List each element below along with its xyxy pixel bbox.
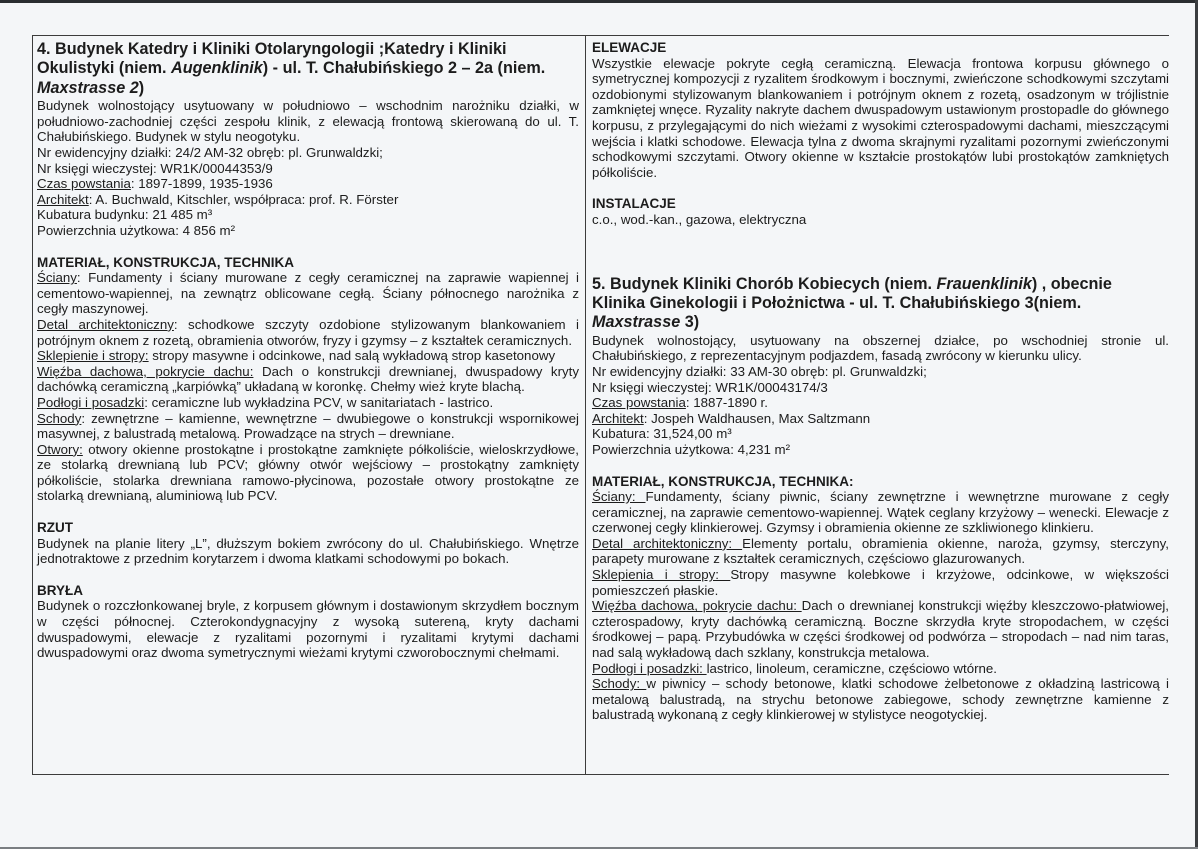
bryla-text: Budynek o rozczłonkowanej bryle, z korpusem głównym i dostawionym skrzydłem bocznym w części północnej. Czterokondygnacyjny z wysoką sutereną, kryty dachami dwuspadowymi, elewacje z ryzalitami pozornymi i ryzalitami krytymi dachami dwuspadowymi oraz dwoma symetrycznymi wieżami krytymi czworobocznymi chełmami. xyxy=(37,598,579,661)
material-item: Więźba dachowa, pokrycie dachu: Dach o konstrukcji drewnianej, dwuspadowy kryty dachówką ceramiczną „karpiówką” układaną w koronkę. Chełmy wież kryte blachą. xyxy=(37,363,580,395)
building-5-description: Budynek wolnostojący, usytuowany na obszernej działce, po wschodniej stronie ul. Chałubińskiego, z reprezentacyjnym podjazdem, fasadą zwrócony w kierunku ulicy. xyxy=(592,332,1169,364)
building-4-description: Budynek wolnostojący usytuowany w południowo – wschodnim narożniku działki, w południowo-zachodniej części zespołu klinik, z elewacją frontową skierowaną do ul. T. Chałubińskiego. Budynek w stylu neogotyku. xyxy=(37,98,579,145)
left-column xyxy=(33,36,586,774)
building-4-volume: Kubatura budynku: 21 485 m³ xyxy=(37,207,213,223)
material-item: Ściany: Fundamenty i ściany murowane z cegły ceramicznej na zaprawie wapiennej i cementowo-wapiennej, na zewnątrz oblicowane cegłą. Ściany północnego narożnika z cegły maszynowej. xyxy=(37,270,579,317)
instalacje-heading: INSTALACJE xyxy=(592,196,676,212)
building-4-title: 4. Budynek Katedry i Kliniki Otolaryngologii ;Katedry i Kliniki Okulistyki (niem. Augenklinik) - ul. T. Chałubińskiego 2 – 2a (niem. Maxstrasse 2) xyxy=(37,40,546,97)
material-item: Ściany: Fundamenty, ściany piwnic, ściany zewnętrzne i wewnętrzne murowane z cegły ceramicznej, na zaprawie cementowo-wapiennej. Wątek ceglany krzyżowy – wenecki. Elewacje z czerwonej cegły klinkierowej. Gzymsy i obramienia okienne ze szkliwionego klinkieru. xyxy=(592,489,1169,536)
building-4-land-register: Nr księgi wieczystej: WR1K/00044353/9 xyxy=(37,160,273,176)
material-item: Sklepienie i stropy: stropy masywne i odcinkowe, nad salą wykładową strop kasetonowy xyxy=(37,348,556,364)
bryla-heading: BRYŁA xyxy=(37,582,83,598)
material-item: Więźba dachowa, pokrycie dachu: Dach o drewnianej konstrukcji więźby kleszczowo-płatwiowej, czterospadowy, kryty dachówką ceramiczną. Boczne skrzydła kryte stropodachem, w części środkowej – papą. Przybudówka w części środkowej od podwórza – stropodach – nad nim taras, nad salą wykładową dach szklany, konstrukcja metalowa. xyxy=(592,598,1169,661)
material-list-left xyxy=(37,270,579,504)
rzut-text: Budynek na planie litery „L”, dłuższym bokiem zwrócony do ul. Chałubińskiego. Wnętrze jednotraktowe z przednim korytarzem i dwoma klatkami schodowymi po bokach. xyxy=(37,535,579,567)
document-table xyxy=(32,35,1169,775)
material-item: Podłogi i posadzki: lastrico, linoleum, ceramiczne, częściowo wtórne. xyxy=(592,660,997,676)
right-column xyxy=(586,36,1169,774)
instalacje-text: c.o., wod.-kan., gazowa, elektryczna xyxy=(592,211,807,227)
material-item: Podłogi i posadzki: ceramiczne lub wykładzina PCV, w sanitariatach - lastrico. xyxy=(37,394,494,410)
building-4-architect: Architekt: A. Buchwald, Kitschler, współpraca: prof. R. Förster xyxy=(37,191,399,207)
material-item: Detal architektoniczny: schodkowe szczyty ozdobione stylizowanym blankowaniem i potrójnym oknem z rozetą, obramienia otworów, fryzy i gzymsy – z kształtek ceramicznych. xyxy=(37,316,579,348)
building-5-usable-area: Powierzchnia użytkowa: 4,231 m² xyxy=(592,441,791,457)
building-4-usable-area: Powierzchnia użytkowa: 4 856 m² xyxy=(37,222,236,238)
material-heading-right: MATERIAŁ, KONSTRUKCJA, TECHNIKA: xyxy=(592,473,854,489)
material-item: Schody: w piwnicy – schody betonowe, klatki schodowe żelbetonowe z okładziną lastricową i metalową balustradą, na strychu betonowe zabiegowe, schody zewnętrzne kamienne z balustradą wykonaną z cegły klinkierowej w stylistyce neogotyckiej. xyxy=(592,676,1169,723)
building-4-built: Czas powstania: 1897-1899, 1935-1936 xyxy=(37,176,273,192)
scan-edge-top xyxy=(0,0,1198,3)
material-item: Schody: zewnętrzne – kamienne, wewnętrzne – dwubiegowe o konstrukcji wspornikowej masywnej, z balustradą metalową. Prowadzące na strych – drewniane. xyxy=(37,410,579,442)
building-5-land-register: Nr księgi wieczystej: WR1K/00043174/3 xyxy=(592,379,828,395)
material-list-right xyxy=(592,489,1169,723)
material-item: Otwory: otwory okienne prostokątne i prostokątne zamknięte półkoliście, wieloskrzydłowe, ze stolarką drewnianą lub PCV; główny otwór wejściowy – prostokątny zamknięty półkoliście, stolarka drewniana ramowo-płycinowa, pozostałe otwory prostokątne ze stolarką drewnianą, aluminiową lub PCV. xyxy=(37,441,579,504)
building-5-architect: Architekt: Jospeh Waldhausen, Max Saltzmann xyxy=(592,410,871,426)
building-4-parcel: Nr ewidencyjny działki: 24/2 AM-32 obręb: pl. Grunwaldzki; xyxy=(37,145,383,160)
material-item: Detal architektoniczny: Elementy portalu, obramienia okienne, naroża, gzymsy, sterczyny, parapety murowane z kształtek ceramicznych, częściowo glazurowanych. xyxy=(592,535,1169,567)
elewacje-text: Wszystkie elewacje pokryte cegłą ceramiczną. Elewacja frontowa korpusu głównego o symetrycznej kompozycji z ryzalitem środkowym i bocznymi, zwieńczone schodkowymi szczytami ozdobionymi stylizowanym blankowaniem i potrójnym oknem z rozetą, osadzonym w trójlistnie zamkniętej wnęce. Ryzality nakryte dachem dwuspadowym ustawionym prostopadle do głównego korpusu, z przylegającymi do nich wieżami z wysokimi czterospadowymi dachami, mieszczącymi wejścia i klatki schodowe. Elewacja tylna z dwoma skrajnymi ryzalitami pozornymi zwieńczonymi schodkowymi szczytami. Otwory okienne w kształcie prostokątów lubi prostokątów zamkniętych półkoliście. xyxy=(592,55,1169,180)
rzut-heading: RZUT xyxy=(37,520,73,536)
elewacje-heading: ELEWACJE xyxy=(592,40,667,55)
building-4-details xyxy=(37,98,579,238)
material-heading-left: MATERIAŁ, KONSTRUKCJA, TECHNIKA xyxy=(37,254,294,270)
building-5-volume: Kubatura: 31,524,00 m³ xyxy=(592,426,732,442)
building-5-title: 5. Budynek Kliniki Chorób Kobiecych (niem. Frauenklinik) , obecnie Klinika Ginekologii i Położnictwa - ul. T. Chałubińskiego 3(niem. Maxstrasse 3) xyxy=(592,274,1112,332)
building-5-details xyxy=(592,333,1169,458)
building-5-parcel: Nr ewidencyjny działki: 33 AM-30 obręb: pl. Grunwaldzki; xyxy=(592,363,927,379)
material-item: Sklepienia i stropy: Stropy masywne kolebkowe i krzyżowe, odcinkowe, w większości pomieszczeń płaskie. xyxy=(592,567,1170,598)
building-5-built: Czas powstania: 1887-1890 r. xyxy=(592,395,768,411)
